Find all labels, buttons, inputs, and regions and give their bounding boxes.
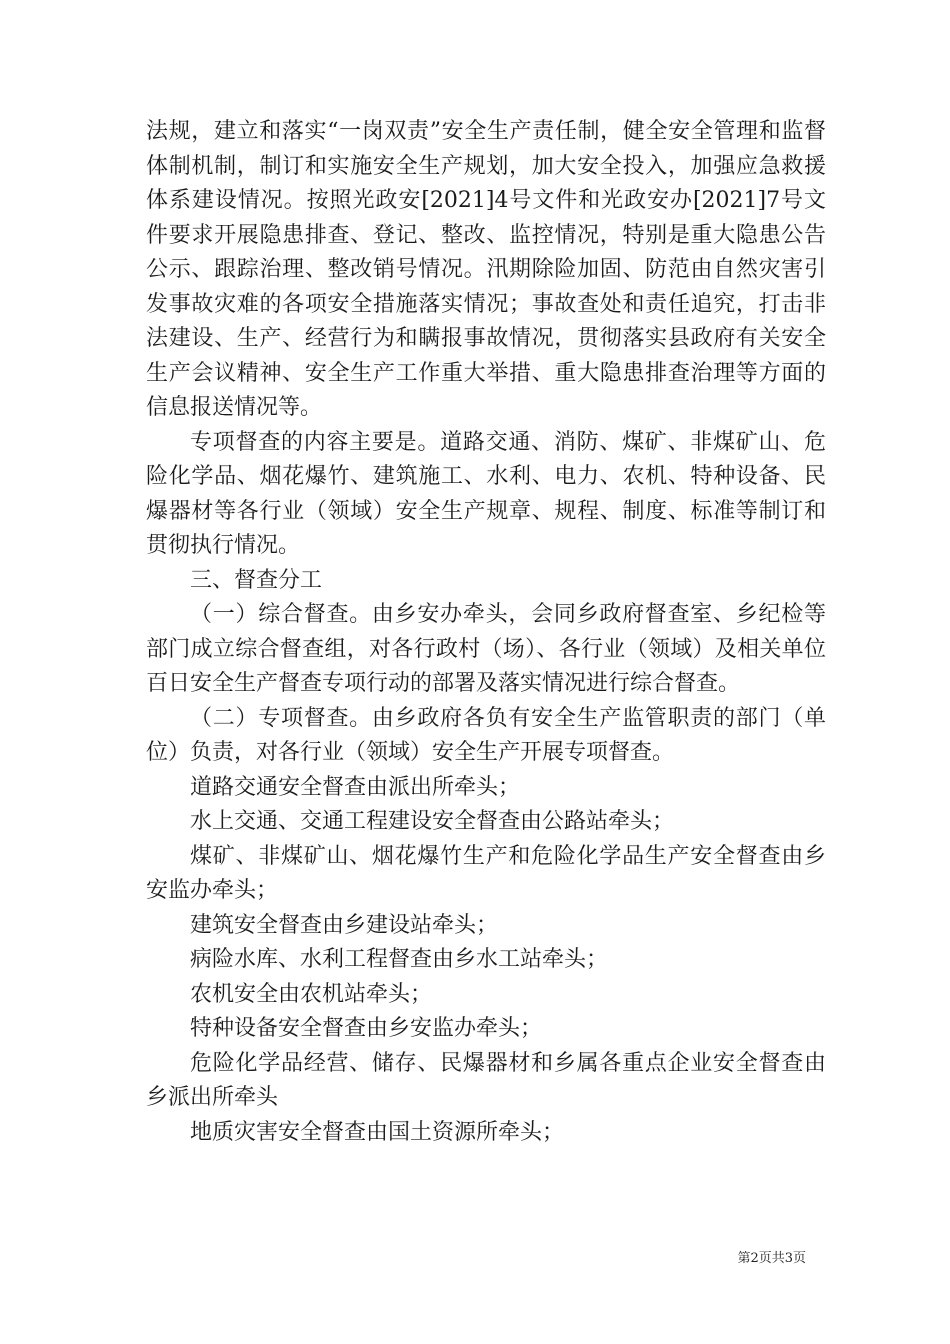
list-item-water-traffic: 水上交通、交通工程建设安全督查由公路站牵头； (190, 809, 675, 834)
list-item-road-traffic: 道路交通安全督查由派出所牵头； (190, 774, 521, 800)
list-item-special-equipment: 特种设备安全督查由乡安监办牵头； (190, 1016, 543, 1041)
list-item-construction: 建筑安全督查由乡建设站牵头； (190, 912, 499, 938)
list-item-hazardous-chemicals: 危险化学品经营、储存、民爆器材和乡属各重点企业安全督查由乡派出所牵头 (146, 1050, 826, 1110)
paragraph-special-inspection-content: 专项督查的内容主要是。道路交通、消防、煤矿、非煤矿山、危险化学品、烟花爆竹、建筑施工、水利、电力、农机、特种设备、民爆器材等各行业（领域）安全生产规章、规程、制度、标准等制订和贯彻执行情况。 (146, 429, 826, 558)
document-body (146, 115, 826, 1150)
paragraph-regulations-continued: 法规，建立和落实“一岗双责”安全生产责任制，健全安全管理和监督体制机制，制订和实施安全生产规划，加大安全投入，加强应急救援体系建设情况。按照光政安[2021]4号文件和光政安办[2021]7号文件要求开展隐患排查、登记、整改、监控情况，特别是重大隐患公告公示、跟踪治理、整改销号情况。汛期除险加固、防范由自然灾害引发事故灾难的各项安全措施落实情况；事故查处和责任追究，打击非法建设、生产、经营行为和瞒报事故情况，贯彻落实县政府有关安全生产会议精神、安全生产工作重大举措、重大隐患排查治理等方面的信息报送情况等。 (146, 119, 826, 420)
page-number: 第2页共3页 (737, 1251, 806, 1266)
list-item-geological-disaster: 地质灾害安全督查由国土资源所牵头； (190, 1119, 565, 1145)
paragraph-special-inspection: （二）专项督查。由乡政府各负有安全生产监管职责的部门（单位）负责，对各行业（领域）安全生产开展专项督查。 (146, 705, 826, 765)
paragraph-comprehensive-inspection: （一）综合督查。由乡安办牵头，会同乡政府督查室、乡纪检等部门成立综合督查组，对各行政村（场）、各行业（领域）及相关单位百日安全生产督查专项行动的部署及落实情况进行综合督查。 (146, 602, 826, 696)
list-item-agricultural-machinery: 农机安全由农机站牵头； (190, 981, 433, 1007)
section-heading-division: 三、督查分工 (190, 567, 323, 593)
list-item-mining-fireworks: 煤矿、非煤矿山、烟花爆竹生产和危险化学品生产安全督查由乡安监办牵头； (146, 843, 826, 903)
list-item-reservoir: 病险水库、水利工程督查由乡水工站牵头； (190, 947, 609, 972)
